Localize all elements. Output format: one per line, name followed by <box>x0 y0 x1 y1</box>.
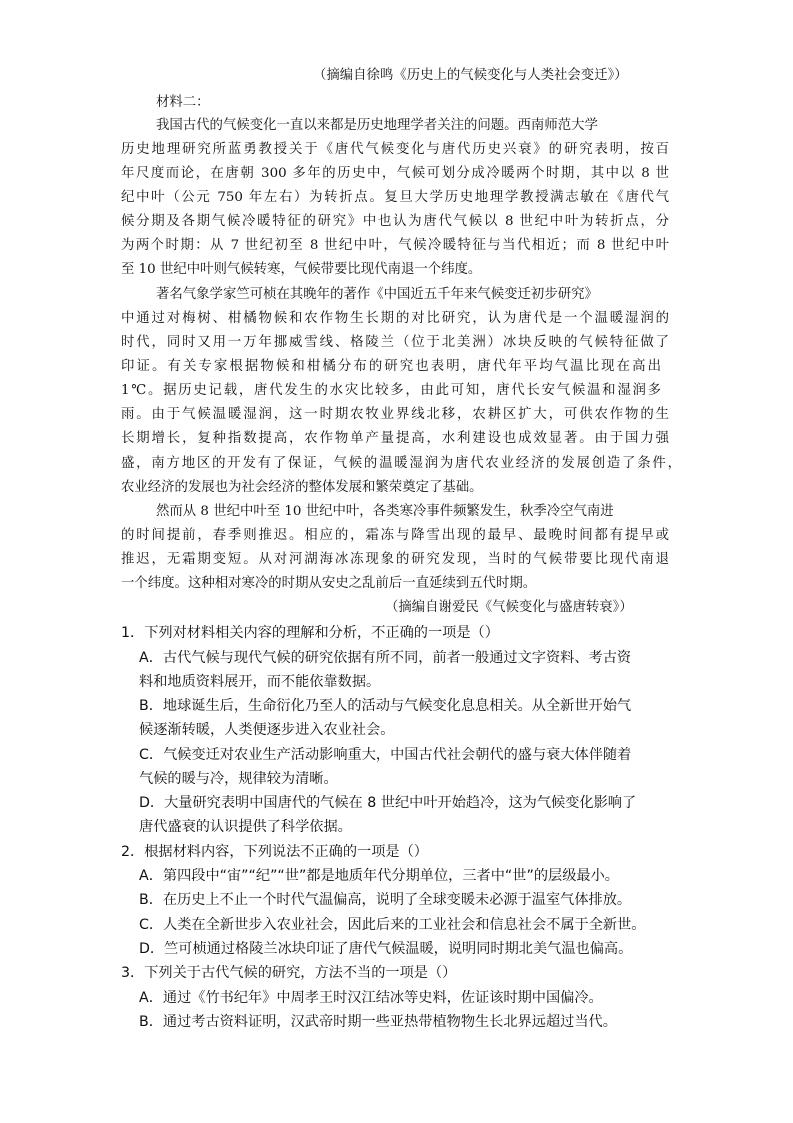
paragraph-1-line: 至 10 世纪中叶则气候转寒，气候带要比现代南退一个纬度。 <box>121 262 482 277</box>
question-1-option-b-cont: 候逐渐转暖，人类便逐步进入农业社会。 <box>139 722 395 738</box>
question-1-option-a[interactable]: A．古代气候与现代气候的研究依据有所不同，前者一般通过文字资料、考古资 <box>139 650 632 666</box>
paragraph-1-line: 年尺度而论，在唐朝 300 多年的历史中，气候可划分成冷暖两个时期，其中以 8 世 <box>121 166 669 181</box>
paragraph-2-line: 印证。有关专家根据物候和柑橘分布的研究也表明，唐代年平均气温比现在高出 <box>121 359 661 374</box>
paragraph-3-line: 一个纬度。这种相对寒冷的时期从安史之乱前后一直延续到五代时期。 <box>121 576 537 591</box>
question-1-option-a-cont: 料和地质资料展开，而不能依靠数据。 <box>139 674 381 690</box>
question-1-option-c[interactable]: C．气候变迁对农业生产活动影响重大，中国古代社会朝代的盛与衰大体伴随着 <box>139 747 632 763</box>
question-1-option-d[interactable]: D．大量研究表明中国唐代的气候在 8 世纪中叶开始趋冷，这为气候变化影响了 <box>139 795 637 811</box>
paragraph-3-line: 然而从 8 世纪中叶至 10 世纪中叶，各类寒冷事件频繁发生，秋季冷空气南进 <box>156 504 614 519</box>
question-2-option-b[interactable]: B．在历史上不止一个时代气温偏高，说明了全球变暖未必源于温室气体排放。 <box>139 892 632 908</box>
question-2-option-d[interactable]: D．竺可桢通过格陵兰冰块印证了唐代气候温暖，说明同时期北美气温也偏高。 <box>139 941 633 957</box>
paragraph-1-line: 纪中叶（公元 750 年左右）为转折点。复旦大学历史地理学教授满志敏在《唐代气 <box>121 190 669 205</box>
paragraph-2-line: 时代，同时又用一万年挪威雪线、格陵兰（位于北美洲）冰块反映的气候特征做了 <box>121 335 669 350</box>
paragraph-2-line: 著名气象学家竺可桢在其晚年的著作《中国近五千年来气候变迁初步研究》 <box>156 287 598 302</box>
paragraph-2-line: 盛，南方地区的开发有了保证，气候的温暖湿润为唐代农业经济的发展创造了条件， <box>121 456 681 471</box>
question-1-option-c-cont: 气候的暖与冷，规律较为清晰。 <box>139 771 338 787</box>
question-2-stem: 2．根据材料内容，下列说法不正确的一项是（） <box>121 844 428 860</box>
paragraph-2-line: 中通过对梅树、柑橘物候和农作物生长期的对比研究，认为唐代是一个温暖湿润的 <box>121 311 669 326</box>
paragraph-2-line: 农业经济的发展也为社会经济的整体发展和繁荣奠定了基础。 <box>121 480 483 495</box>
question-2-option-a[interactable]: A．第四段中“宙”“纪”“世”都是地质年代分期单位，三者中“世”的层级最小。 <box>139 868 619 884</box>
question-1-option-d-cont: 唐代盛衰的认识提供了科学依据。 <box>139 819 352 835</box>
question-2-option-c[interactable]: C．人类在全新世步入农业社会，因此后来的工业社会和信息社会不属于全新世。 <box>139 917 646 933</box>
question-3-option-b[interactable]: B．通过考古资料证明，汉武帝时期一些亚热带植物物生长北界远超过当代。 <box>139 1014 617 1030</box>
paragraph-1-line: 候分期及各期气候冷暖特征的研究》中也认为唐代气候以 8 世纪中叶为转折点，分 <box>121 214 669 229</box>
source-citation-2: （摘编自谢爱民《气候变化与盛唐转衰》） <box>385 600 633 615</box>
paragraph-1-line: 为两个时期：从 7 世纪初至 8 世纪中叶，气候冷暖特征与当代相近；而 8 世纪中叶 <box>121 238 669 253</box>
question-3-option-a[interactable]: A．通过《竹书纪年》中周孝王时汉江结冰等史料，佐证该时期中国偏冷。 <box>139 990 603 1006</box>
paragraph-1-line: 历史地理研究所蓝勇教授关于《唐代气候变化与唐代历史兴衰》的研究表明，按百 <box>121 142 669 157</box>
question-1-stem: 1．下列对材料相关内容的理解和分析，不正确的一项是（） <box>121 625 499 641</box>
paragraph-2-line: 长期增长，复种指数提高，农作物单产量提高，水利建设也成效显著。由于国力强 <box>121 431 669 446</box>
question-3-stem: 3．下列关于古代气候的研究，方法不当的一项是（） <box>121 965 457 981</box>
paragraph-2-line: 1℃。据历史记载，唐代发生的水灾比较多，由此可知，唐代长安气候温和湿润多 <box>121 383 661 398</box>
question-1-option-b[interactable]: B．地球诞生后，生命衍化乃至人的活动与气候变化息息相关。从全新世开始气 <box>139 698 632 714</box>
paragraph-1-line: 我国古代的气候变化一直以来都是历史地理学者关注的问题。西南师范大学 <box>156 118 598 133</box>
paragraph-2-line: 雨。由于气候温暖湿润，这一时期农牧业界线北移，农耕区扩大，可供农作物的生 <box>121 407 669 422</box>
source-citation-1: （摘编自徐鸣《历史上的气候变化与人类社会变迁》） <box>313 68 628 83</box>
paragraph-3-line: 的时间提前，春季则推迟。相应的，霜冻与降雪出现的最早、最晚时间都有提早或 <box>121 528 669 543</box>
material-2-label: 材料二： <box>156 95 210 110</box>
paragraph-3-line: 推迟，无霜期变短。从对河湖海冰冻现象的研究发现，当时的气候带要比现代南退 <box>121 552 669 567</box>
